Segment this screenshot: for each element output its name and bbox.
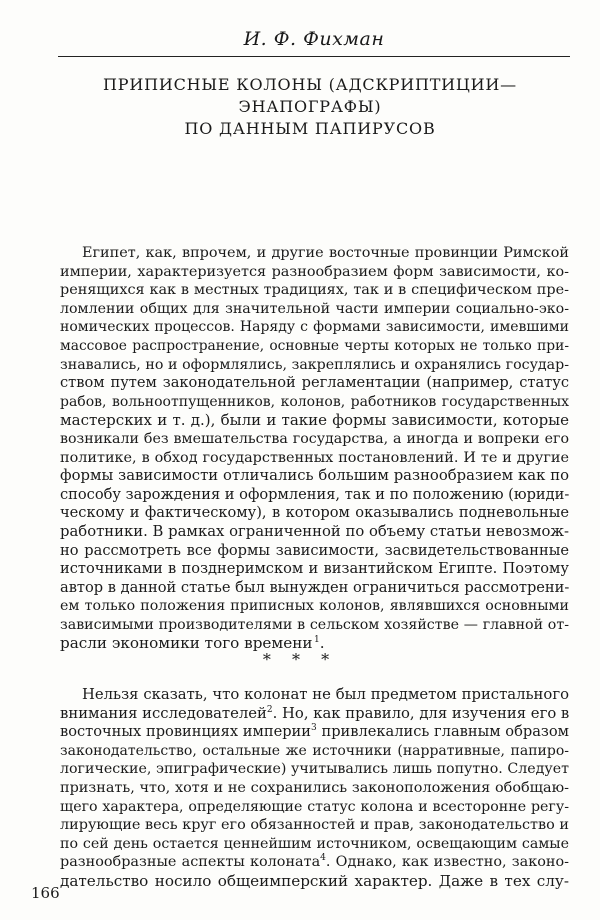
text-line-content: расли экономики того времени [60, 634, 313, 653]
text-line: логические, эпиграфические) учитывались лишь попутно. Следует [60, 761, 569, 778]
text-segment: восточных провинциях империи [60, 723, 312, 741]
text-line: Египет, как, впрочем, и другие восточные провинции Римской [82, 245, 569, 261]
text-line: Нельзя сказать, что колонат не был предметом пристального [82, 686, 569, 703]
text-segment: привлекались главным образом [316, 723, 569, 741]
text-line: щего характера, определяющие статус колона и всесторонне регу- [60, 798, 569, 815]
text-segment: . Однако, как известно, законо- [325, 854, 569, 871]
page-number: 166 [31, 884, 60, 902]
text-line [60, 853, 569, 872]
text-line: законодательство, остальные же источники (нарративные, папиро- [60, 742, 569, 759]
text-line: расли экономики того времени $^1$. [60, 634, 325, 653]
article-title-line: ПО ДАННЫМ ПАПИРУСОВ [184, 119, 436, 138]
text-line: формы зависимости отличались большим разнообразием как по [60, 467, 569, 485]
text-segment: разнообразные аспекты колоната [60, 854, 321, 871]
text-line: ством путем законодательной регламентации (например, статус [60, 374, 569, 392]
text-line: империи, характеризуется разнообразием форм зависимости, ко- [60, 263, 569, 280]
text-line: мастерских и т. д.), были и такие формы зависимости, которые [60, 411, 569, 430]
article-title [74, 74, 546, 140]
text-line: рабов, вольноотпущенников, колонов, работников государственных [60, 393, 569, 410]
text-line [60, 705, 569, 724]
text-line [60, 723, 569, 742]
text-line: номических процессов. Наряду с формами зависимости, имевшими [60, 319, 569, 336]
text-line: зависимыми производителями в сельском хозяйстве — главной от- [60, 616, 569, 633]
text-line: ческому и фактическому), в котором оказывались подневольные [60, 504, 569, 522]
text-line: знавались, но и оформлялись, закреплялись и охранялись государ- [60, 356, 569, 373]
text-line: источниками в позднеримском и византийском Египте. Поэтому [60, 560, 569, 578]
text-line: по сей день остается ценнейшим источником, освещающим самые [60, 835, 569, 852]
footnote-ref[interactable]: 2 [266, 704, 273, 715]
section-separator: * * * [262, 650, 338, 669]
text-line: работники. В рамках ограниченной по объему статьи невозмож- [60, 522, 569, 540]
article-title-line: ПРИПИСНЫЕ КОЛОНЫ (АДСКРИПТИЦИИ— [103, 75, 517, 94]
text-line: массовое распространение, основные черты которых не только при- [60, 337, 569, 354]
text-line: признать, что, хотя и не сохранились законоположения обобщаю- [60, 779, 569, 796]
paragraph-1 [60, 244, 569, 653]
text-line: но рассмотреть все формы зависимости, засвидетельствованные [60, 541, 569, 559]
footnote-ref[interactable]: 1 [313, 635, 320, 646]
text-line: автор в данной статье был вынужден ограничиться рассмотрени- [60, 578, 570, 596]
text-line: возникали без вмешательства государства, а иногда и вопреки его [60, 430, 569, 447]
running-header [58, 22, 570, 57]
text-line: способу зарождения и оформления, так и по положению (юриди- [60, 485, 570, 503]
text-line: ем только положения приписных колонов, являвшихся основными [60, 598, 569, 615]
text-line: ренящихся как в местных традициях, так и в специфическом пре- [60, 282, 569, 299]
paragraph-2 [60, 686, 569, 891]
text-line: ломлении общих для значительной части империи социально-эко- [60, 300, 569, 317]
text-line: дательство носило общеимперский характер. Даже в тех слу- [60, 871, 569, 890]
text-line: политике, в обход государственных постановлений. И те и другие [60, 449, 569, 466]
footnote-ref[interactable]: 4 [320, 853, 326, 864]
running-header-author: И. Ф. Фихман [243, 28, 385, 50]
text-line: лирующие весь круг его обязанностей и прав, законодательство и [60, 817, 569, 834]
text-segment: . Но, как правило, для изучения его в [272, 704, 570, 722]
article-title-line: ЭНАПОГРАФЫ) [238, 97, 382, 116]
footnote-ref[interactable]: 3 [311, 723, 317, 734]
text-segment: внимания исследователей [60, 704, 267, 722]
